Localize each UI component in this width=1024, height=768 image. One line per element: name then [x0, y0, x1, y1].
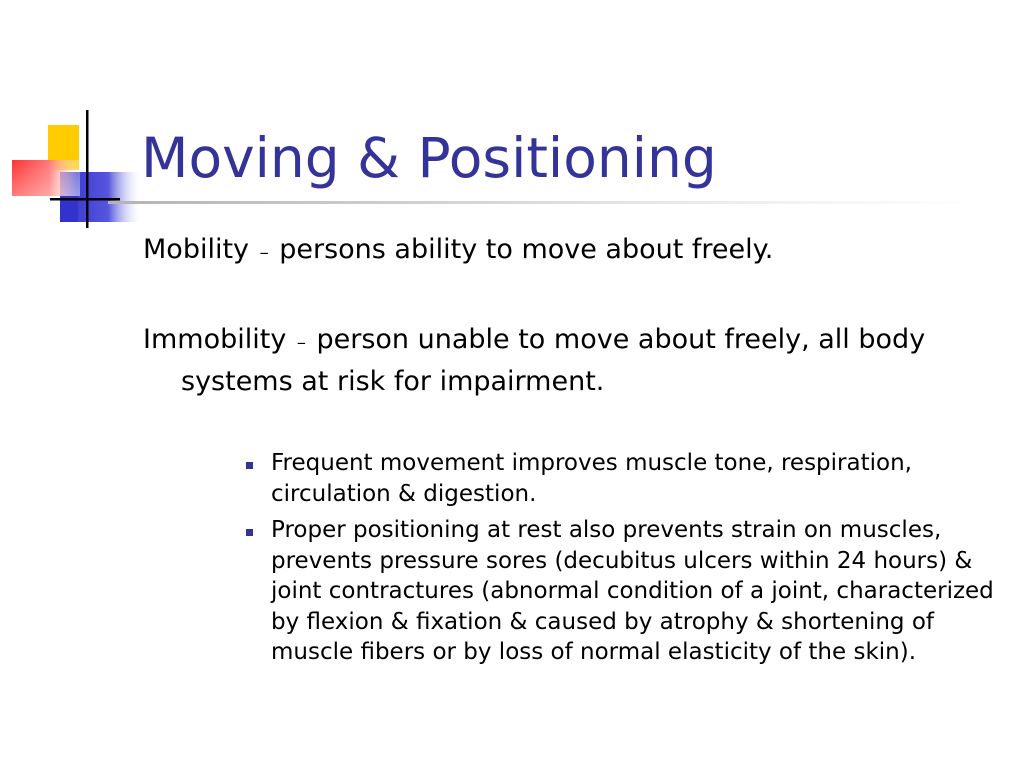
- bullet-item: [242, 448, 1002, 509]
- mobility-paragraph: [143, 230, 1011, 272]
- mobility-dash: –: [259, 242, 269, 263]
- mobility-definition: persons ability to move about freely.: [279, 234, 774, 265]
- title-divider: [108, 201, 978, 204]
- bullet-list: [242, 448, 1002, 674]
- slide-logo-icon: [0, 0, 140, 240]
- slide-title: Moving & Positioning: [141, 126, 717, 190]
- immobility-term: Immobility: [143, 324, 287, 355]
- bullet-text: Proper positioning at rest also prevents strain on muscles, prevents pressure sores (decubitus ulcers within 24 hours) & joint contractures (abnormal condition of a joint, characterized by flexion & fixation & caused by atrophy & shortening of muscle fibers or by loss of normal elasticity of the skin).: [271, 517, 994, 665]
- immobility-dash: –: [296, 332, 306, 353]
- immobility-paragraph: [143, 320, 1011, 401]
- mobility-term: Mobility: [143, 234, 250, 265]
- bullet-item: [242, 515, 1002, 668]
- bullet-square-icon: [246, 462, 253, 469]
- bullet-text: Frequent movement improves muscle tone, respiration, circulation & digestion.: [271, 450, 912, 507]
- immobility-definition: person unable to move about freely, all body systems at risk for impairment.: [181, 324, 926, 397]
- bullet-square-icon: [246, 529, 253, 536]
